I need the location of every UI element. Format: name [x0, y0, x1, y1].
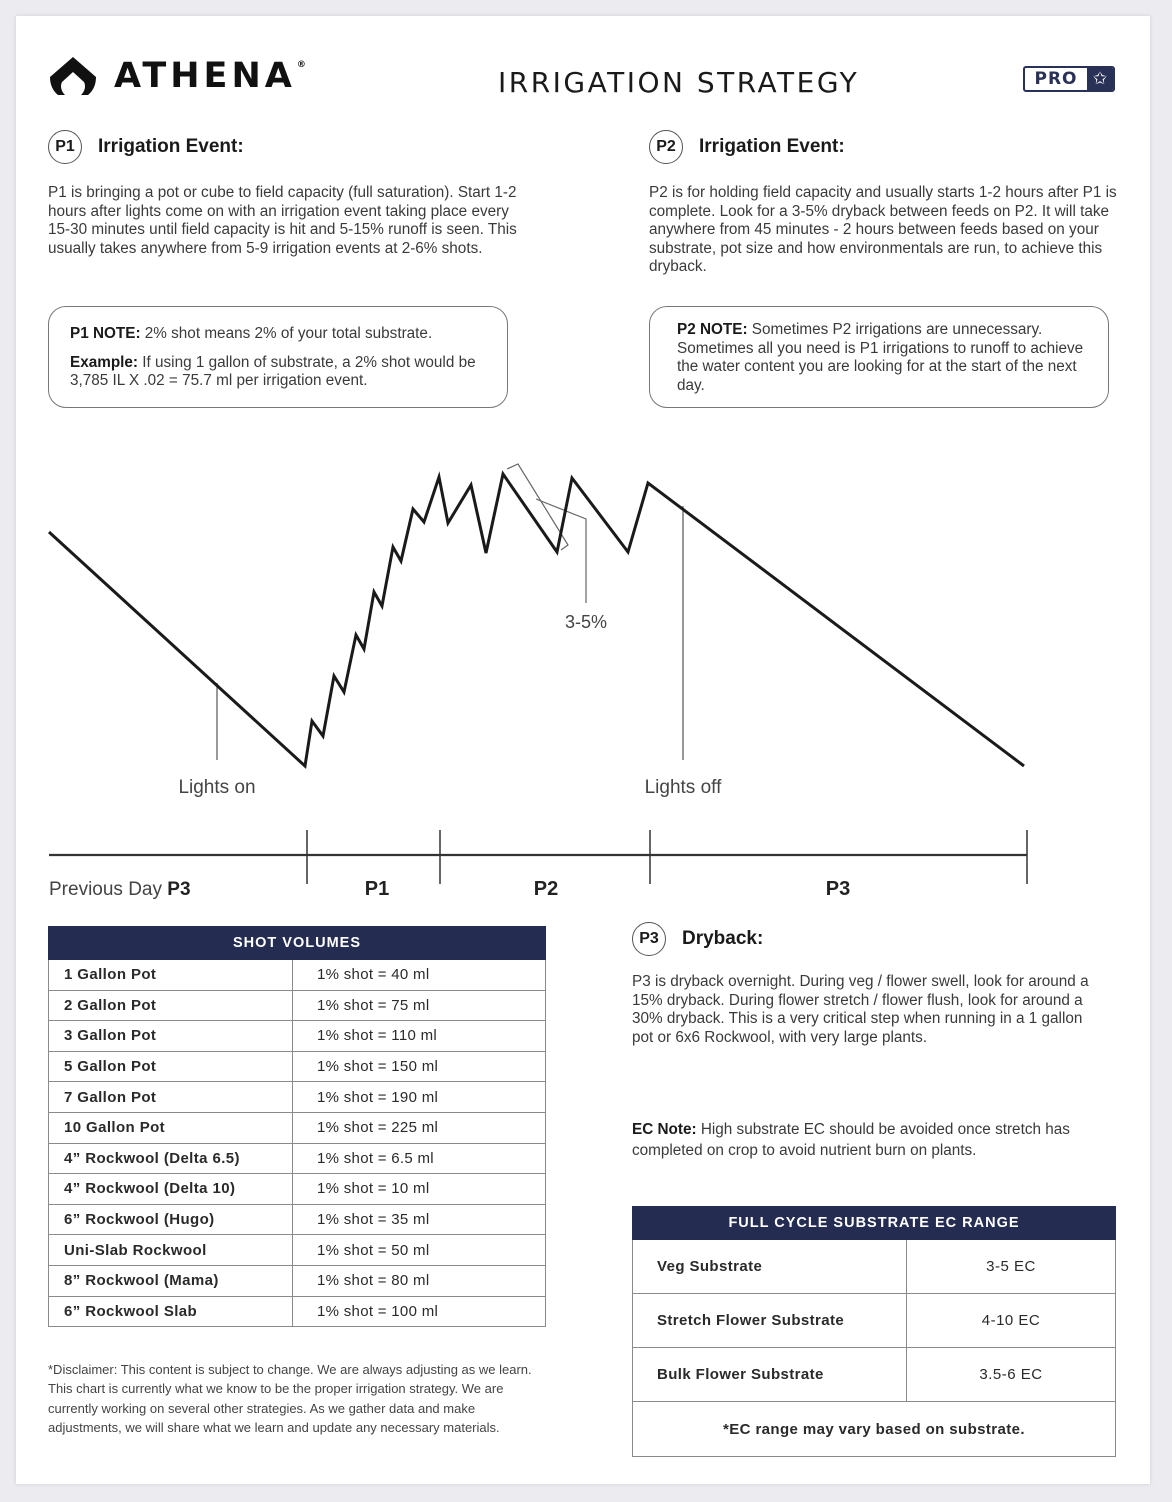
- ec-range-row: [633, 1240, 1116, 1294]
- shot-volume-row: [49, 1265, 546, 1296]
- shot-volumes-title: SHOT VOLUMES: [49, 927, 546, 960]
- shot-volume-row: [49, 1174, 546, 1205]
- container-name: 7 Gallon Pot: [49, 1082, 293, 1113]
- shot-volume-row: [49, 1082, 546, 1113]
- shot-volume-value: 1% shot = 225 ml: [293, 1112, 546, 1143]
- container-name: 6” Rockwool (Hugo): [49, 1204, 293, 1235]
- container-name: Uni-Slab Rockwool: [49, 1235, 293, 1266]
- p2-note-label: P2 NOTE:: [677, 321, 748, 338]
- disclaimer: *Disclaimer: This content is subject to change. We are always adjusting as we learn. This chart is currently what we know to be the proper irrigation strategy. We are currently working on several other strategies. As we gather data and make adjustments, we will share what we learn and update any necessary materials.: [48, 1362, 532, 1436]
- star-icon: ✩: [1087, 68, 1113, 90]
- water-content-line: [49, 474, 1024, 766]
- p1-note-box: [48, 306, 508, 408]
- dryback-leader: [536, 499, 586, 603]
- container-name: 2 Gallon Pot: [49, 990, 293, 1021]
- p1-example-label: Example:: [70, 353, 139, 371]
- container-name: 3 Gallon Pot: [49, 1021, 293, 1052]
- timeline-p1: P1: [364, 878, 390, 900]
- p1-example-text: If using 1 gallon of substrate, a 2% shot would be 3,785 IL X .02 = 75.7 ml per irrigation event.: [70, 353, 476, 390]
- p3-title: Dryback:: [682, 928, 764, 949]
- p2-note: [677, 321, 1090, 395]
- dryback-label: 3-5%: [564, 612, 608, 632]
- substrate-stage: Stretch Flower Substrate: [633, 1294, 907, 1348]
- lights-off-label: Lights off: [644, 777, 722, 798]
- ec-range-section: [632, 1206, 1116, 1457]
- shot-volume-value: 1% shot = 150 ml: [293, 1051, 546, 1082]
- shot-volume-row: [49, 990, 546, 1021]
- p1-badge: P1: [48, 130, 82, 164]
- p2-note-text: Sometimes P2 irrigations are unnecessary. Sometimes all you need is P1 irrigations to runoff to achieve the water content you are looking for at the start of the next day.: [677, 321, 1084, 394]
- pro-badge-label: PRO: [1034, 69, 1078, 89]
- timeline-p2: P2: [533, 878, 559, 900]
- previous-day-label: [49, 879, 191, 900]
- shot-volumes-section: [48, 926, 546, 1327]
- shot-volume-value: 1% shot = 80 ml: [293, 1265, 546, 1296]
- substrate-stage: Veg Substrate: [633, 1240, 907, 1294]
- ec-range-title: FULL CYCLE SUBSTRATE EC RANGE: [633, 1207, 1116, 1240]
- container-name: 6” Rockwool Slab: [49, 1296, 293, 1327]
- irrigation-cycle-diagram: [16, 436, 1150, 906]
- brand-name: [114, 56, 310, 96]
- p1-description: P1 is bringing a pot or cube to field capacity (full saturation). Start 1-2 hours after lights come on with an irrigation event taking place every 15-30 minutes until field capacity is hit and 5-15% runoff is seen. This usually takes anywhere from 5-9 irrigation events at 2-6% shots.: [48, 184, 517, 257]
- container-name: 10 Gallon Pot: [49, 1112, 293, 1143]
- registered-mark: ®: [296, 60, 310, 70]
- shot-volume-value: 1% shot = 40 ml: [293, 960, 546, 991]
- ec-range-value: 4-10 EC: [907, 1294, 1116, 1348]
- ec-range-row: [633, 1294, 1116, 1348]
- ec-range-value: 3.5-6 EC: [907, 1348, 1116, 1402]
- container-name: 1 Gallon Pot: [49, 960, 293, 991]
- ec-range-table: [632, 1206, 1116, 1457]
- p1-heading: [48, 130, 244, 164]
- document-title: IRRIGATION STRATEGY: [498, 66, 860, 99]
- shot-volume-value: 1% shot = 110 ml: [293, 1021, 546, 1052]
- shot-volume-row: [49, 1143, 546, 1174]
- shot-volumes-table: [48, 926, 546, 1327]
- shot-volume-row: [49, 1204, 546, 1235]
- p3-description: P3 is dryback overnight. During veg / flower swell, look for around a 15% dryback. During flower stretch / flower flush, look for around a 30% dryback. This is a very critical step when running in a 1 gallon pot or 6x6 Rockwool, with very large plants.: [632, 973, 1089, 1046]
- container-name: 8” Rockwool (Mama): [49, 1265, 293, 1296]
- shot-volume-value: 1% shot = 10 ml: [293, 1174, 546, 1205]
- previous-day-phase: P3: [167, 879, 191, 900]
- shot-volume-value: 1% shot = 100 ml: [293, 1296, 546, 1327]
- shot-volume-value: 1% shot = 6.5 ml: [293, 1143, 546, 1174]
- ec-range-row: [633, 1348, 1116, 1402]
- shot-volume-row: [49, 1112, 546, 1143]
- container-name: 4” Rockwool (Delta 10): [49, 1174, 293, 1205]
- p1-note-label: P1 NOTE:: [70, 325, 141, 342]
- shot-volume-row: [49, 1235, 546, 1266]
- p1-title: Irrigation Event:: [98, 136, 244, 157]
- p3-heading: [632, 922, 763, 956]
- athena-flame-icon: [48, 55, 98, 97]
- shot-volume-row: [49, 1021, 546, 1052]
- shot-volume-row: [49, 1051, 546, 1082]
- p3-badge: P3: [632, 922, 666, 956]
- shot-volume-value: 1% shot = 190 ml: [293, 1082, 546, 1113]
- substrate-stage: Bulk Flower Substrate: [633, 1348, 907, 1402]
- ec-note-label: EC Note:: [632, 1121, 697, 1138]
- ec-note-text: High substrate EC should be avoided once stretch has completed on crop to avoid nutrient burn on plants.: [632, 1121, 1070, 1159]
- ec-note: [632, 1119, 1102, 1161]
- p1-note-text: 2% shot means 2% of your total substrate.: [140, 325, 433, 342]
- athena-logo: [48, 54, 310, 98]
- shot-volume-row: [49, 1296, 546, 1327]
- timeline-p3: P3: [825, 878, 851, 900]
- shot-volume-value: 1% shot = 75 ml: [293, 990, 546, 1021]
- pro-badge: [1023, 66, 1115, 92]
- document-page: [16, 16, 1150, 1484]
- shot-volume-value: 1% shot = 35 ml: [293, 1204, 546, 1235]
- brand-text: ATHENA: [114, 56, 296, 96]
- p2-description: P2 is for holding field capacity and usually starts 1-2 hours after P1 is complete. Look for a 3-5% dryback between feeds on P2. It will take anywhere from 45 minutes - 2 hours between feeds based on your substrate, pot size and how environmentals are run, to achieve this dryback.: [649, 184, 1117, 276]
- container-name: 5 Gallon Pot: [49, 1051, 293, 1082]
- ec-range-value: 3-5 EC: [907, 1240, 1116, 1294]
- p1-note: [70, 325, 487, 344]
- p2-badge: P2: [649, 130, 683, 164]
- shot-volume-row: [49, 960, 546, 991]
- p2-title: Irrigation Event:: [699, 136, 845, 157]
- previous-day-prefix: Previous Day: [49, 879, 168, 900]
- p2-heading: [649, 130, 845, 164]
- p1-example: [70, 354, 487, 391]
- container-name: 4” Rockwool (Delta 6.5): [49, 1143, 293, 1174]
- p2-note-box: [649, 306, 1109, 408]
- ec-range-footnote: *EC range may vary based on substrate.: [633, 1402, 1116, 1457]
- shot-volume-value: 1% shot = 50 ml: [293, 1235, 546, 1266]
- lights-on-label: Lights on: [178, 777, 256, 798]
